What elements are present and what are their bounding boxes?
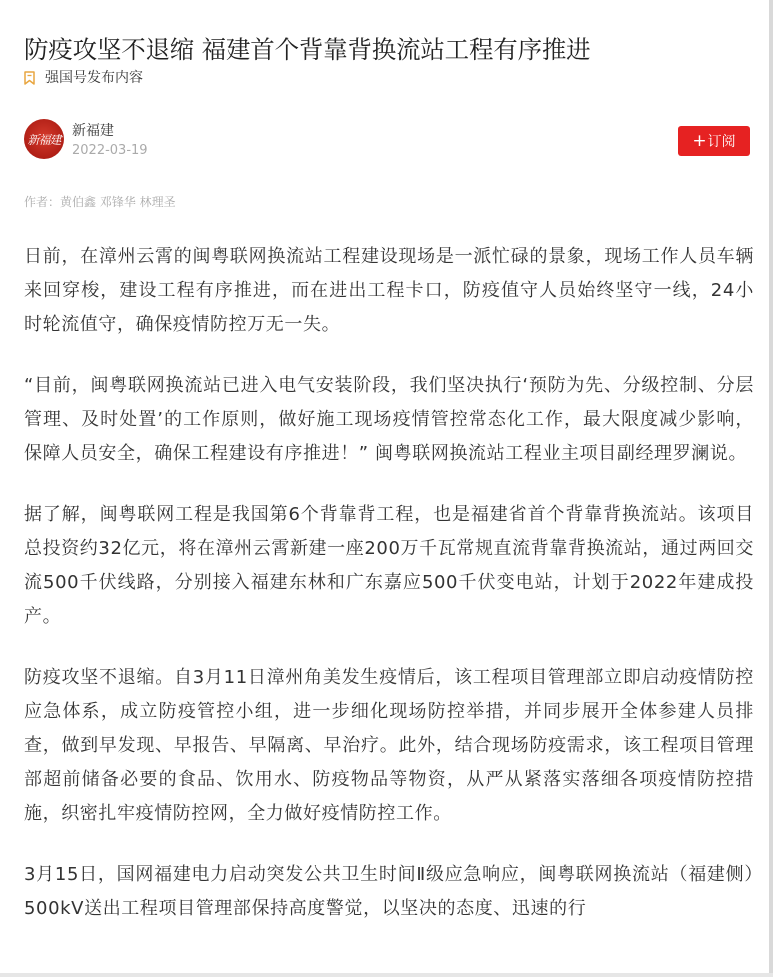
article-title: 防疫攻坚不退缩 福建首个背靠背换流站工程有序推进 xyxy=(24,35,591,65)
paragraph: 日前，在漳州云霄的闽粤联网换流站工程建设现场是一派忙碌的景象，现场工作人员车辆来回穿梭，建设工程有序推进，而在进出工程卡口，防疫值守人员始终坚守一线，24小时轮流值守，确保疫情防控万无一失。 xyxy=(24,246,754,335)
subscribe-label: 订阅 xyxy=(707,134,736,150)
author-name[interactable]: 新福建 xyxy=(72,123,114,139)
paragraph: “目前，闽粤联网换流站已进入电气安装阶段，我们坚决执行‘预防为先、分级控制、分层管理、及时处置’的工作原则，做好施工现场疫情管控常态化工作，最大限度减少影响，保障人员安全，确保工程建设有序推进！” 闽粤联网换流站工程业主项目副经理罗澜说。 xyxy=(24,375,754,464)
article-body xyxy=(24,240,754,953)
plus-icon: + xyxy=(692,130,707,151)
avatar[interactable]: 新福建 xyxy=(24,119,64,159)
byline: 作者：黄伯鑫 邓锋华 林理圣 xyxy=(24,195,176,209)
source-label: 强国号发布内容 xyxy=(45,70,143,86)
bottom-edge xyxy=(0,973,773,977)
source-row xyxy=(24,66,143,88)
subscribe-button[interactable] xyxy=(678,126,750,156)
author-row xyxy=(24,118,750,162)
paragraph: 据了解，闽粤联网工程是我国第6个背靠背工程，也是福建省首个背靠背换流站。该项目总投资约32亿元，将在漳州云霄新建一座200万千瓦常规直流背靠背换流站，通过两回交流500千伏线路，分别接入福建东林和广东嘉应500千伏变电站，计划于2022年建成投产。 xyxy=(24,504,754,627)
bookmark-icon xyxy=(24,70,35,84)
scrollbar-thumb[interactable] xyxy=(769,0,773,977)
vertical-scrollbar[interactable] xyxy=(769,0,773,977)
publish-date: 2022-03-19 xyxy=(72,143,148,158)
paragraph: 3月15日，国网福建电力启动突发公共卫生时间Ⅱ级应急响应，闽粤联网换流站（福建侧）500kV送出工程项目管理部保持高度警觉，以坚决的态度、迅速的行 xyxy=(24,864,754,919)
paragraph: 防疫攻坚不退缩。自3月11日漳州角美发生疫情后，该工程项目管理部立即启动疫情防控应急体系，成立防疫管控小组，进一步细化现场防控举措，并同步展开全体参建人员排查，做到早发现、早报告、早隔离、早治疗。此外，结合现场防疫需求，该工程项目管理部超前储备必要的食品、饮用水、防疫物品等物资，从严从紧落实落细各项疫情防控措施，织密扎牢疫情防控网，全力做好疫情防控工作。 xyxy=(24,667,754,824)
